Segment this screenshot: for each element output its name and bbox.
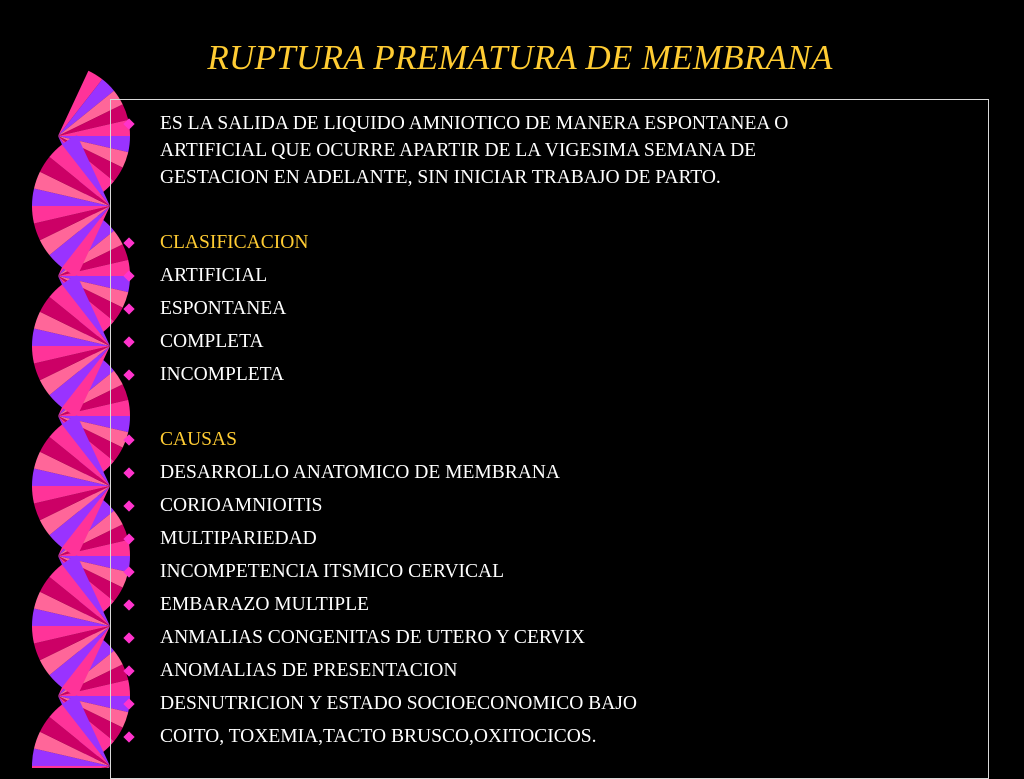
list-item-label: COITO, TOXEMIA,TACTO BRUSCO,OXITOCICOS. [160, 726, 597, 747]
bullet-icon [123, 698, 134, 709]
bullet-icon [123, 467, 134, 478]
list-item-label: MULTIPARIEDAD [160, 528, 317, 549]
list-item-label: CORIOAMNIOITIS [160, 495, 323, 516]
list-item-label: ANMALIAS CONGENITAS DE UTERO Y CERVIX [160, 627, 585, 648]
bullet-icon [123, 566, 134, 577]
bullet-icon [123, 500, 134, 511]
bullet-icon [123, 270, 134, 281]
list-item-label: INCOMPETENCIA ITSMICO CERVICAL [160, 561, 505, 582]
bullet-icon [123, 599, 134, 610]
bullet-icon [123, 533, 134, 544]
bullet-icon [123, 336, 134, 347]
bullet-icon [123, 632, 134, 643]
list-item-label: ARTIFICIAL [160, 265, 268, 286]
list-item-label: ANOMALIAS DE PRESENTACION [160, 660, 458, 681]
list-item-label: INCOMPLETA [160, 364, 285, 385]
bullet-icon [123, 369, 134, 380]
definition-line: ES LA SALIDA DE LIQUIDO AMNIOTICO DE MANERA ESPONTANEA O [160, 113, 789, 134]
definition-line: GESTACION EN ADELANTE, SIN INICIAR TRABAJO DE PARTO. [160, 167, 721, 188]
list-item-label: ESPONTANEA [160, 298, 287, 319]
bullet-icon [123, 731, 134, 742]
bullet-icon [123, 665, 134, 676]
slide-title: RUPTURA PREMATURA DE MEMBRANA [207, 38, 833, 77]
list-item-label: COMPLETA [160, 331, 264, 352]
clasificacion-heading: CLASIFICACION [160, 232, 309, 253]
definition-line: ARTIFICIAL QUE OCURRE APARTIR DE LA VIGESIMA SEMANA DE [160, 140, 757, 161]
bullet-icon [123, 303, 134, 314]
content-box [110, 99, 989, 779]
list-item-label: DESARROLLO ANATOMICO DE MEMBRANA [160, 462, 560, 483]
bullet-icon [123, 434, 134, 445]
list-item-label: DESNUTRICION Y ESTADO SOCIOECONOMICO BAJO [160, 693, 637, 714]
bullet-icon [123, 237, 134, 248]
bullet-icon [123, 118, 134, 129]
causas-heading: CAUSAS [160, 429, 237, 450]
list-item-label: EMBARAZO MULTIPLE [160, 594, 369, 615]
